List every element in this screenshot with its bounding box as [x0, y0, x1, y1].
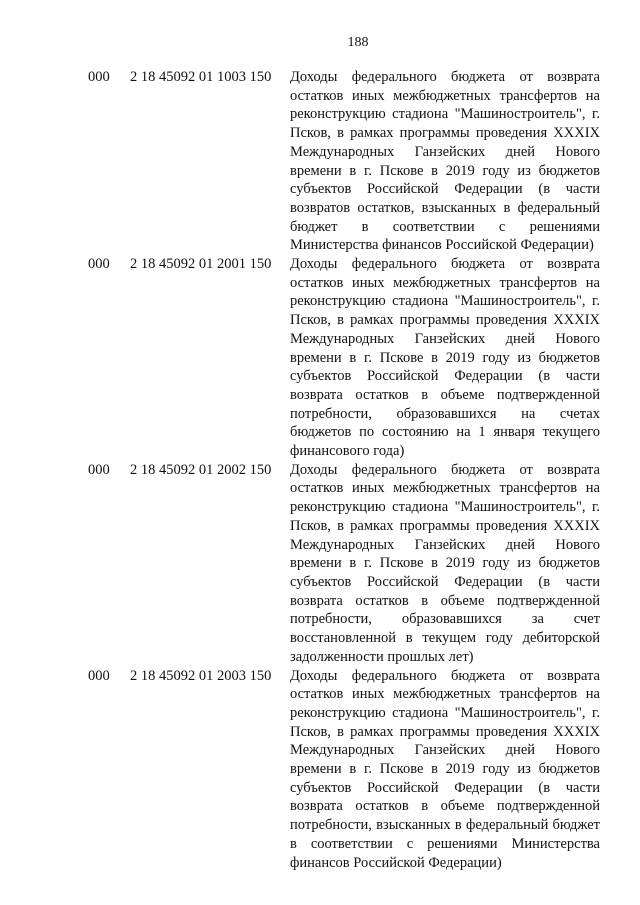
- list-item: [0, 667, 640, 873]
- list-item: [0, 255, 640, 461]
- admin-code: 000: [88, 256, 110, 273]
- list-item: [0, 68, 640, 255]
- income-description: Доходы федерального бюджета от возврата остатков иных межбюджетных трансфертов на реконструкцию стадиона "Машиностроитель", г. Псков, в рамках программы проведения XXXIX Международных Ганзейских дней Нового времени в г. Пскове в 2019 году из бюджетов субъектов Российской Федерации (в части возврата остатков в объеме подтвержденной потребности, взысканных в федеральный бюджет в соответствии с решениями Министерства финансов Российской Федерации): [290, 667, 600, 871]
- income-description: Доходы федерального бюджета от возврата остатков иных межбюджетных трансфертов на реконструкцию стадиона "Машиностроитель", г. Псков, в рамках программы проведения XXXIX Международных Ганзейских дней Нового времени в г. Пскове в 2019 году из бюджетов субъектов Российской Федерации (в части возвратов остатков, взысканных в федеральный бюджет в соответствии с решениями Министерства финансов Российской Федерации): [290, 69, 600, 254]
- admin-code: 000: [88, 69, 110, 85]
- classification-code: 2 18 45092 01 2003 150: [130, 667, 272, 684]
- income-description: Доходы федерального бюджета от возврата остатков иных межбюджетных трансфертов на реконструкцию стадиона "Машиностроитель", г. Псков, в рамках программы проведения XXXIX Международных Ганзейских дней Нового времени в г. Пскове в 2019 году из бюджетов субъектов Российской Федерации (в части возврата остатков в объеме подтвержденной потребности, образовавшихся на счетах бюджетов по состоянию на 1 января текущего финансового года): [290, 256, 600, 460]
- classification-code: 2 18 45092 01 2001 150: [130, 256, 272, 273]
- list-item: [0, 461, 640, 667]
- classification-code: 2 18 45092 01 1003 150: [130, 69, 272, 85]
- page-number: 188: [347, 35, 369, 50]
- admin-code: 000: [88, 461, 110, 478]
- income-description: Доходы федерального бюджета от возврата остатков иных межбюджетных трансфертов на реконструкцию стадиона "Машиностроитель", г. Псков, в рамках программы проведения XXXIX Международных Ганзейских дней Нового времени в г. Пскове в 2019 году из бюджетов субъектов Российской Федерации (в части возврата остатков в объеме подтвержденной потребности, образовавшихся за счет восстановленной в текущем году дебиторской задолженности прошлых лет): [290, 461, 600, 665]
- classification-code: 2 18 45092 01 2002 150: [130, 461, 272, 478]
- budget-classification-list: [0, 68, 640, 872]
- admin-code: 000: [88, 667, 110, 684]
